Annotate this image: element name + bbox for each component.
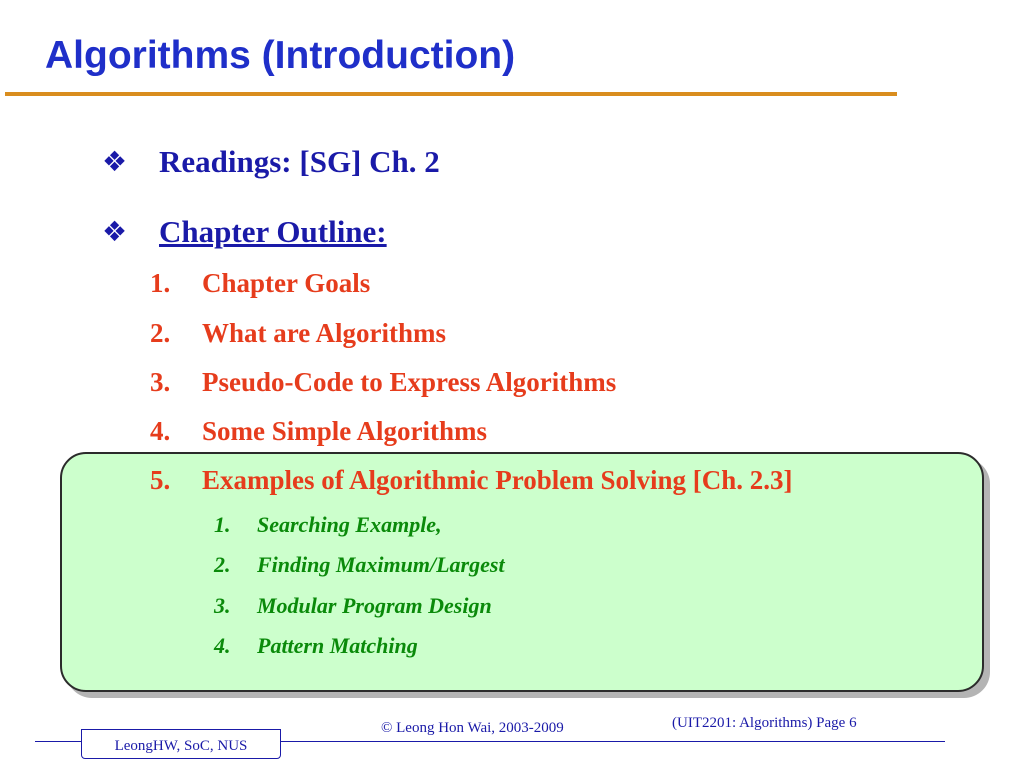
outline-number: 1. xyxy=(150,268,171,298)
sub-outline-number: 1. xyxy=(214,512,231,537)
sub-outline-text: Modular Program Design xyxy=(257,593,492,618)
outline-number: 4. xyxy=(150,416,171,446)
sub-outline-number: 3. xyxy=(214,593,231,618)
diamond-bullet-icon: ❖ xyxy=(102,145,128,178)
title-divider xyxy=(5,92,897,96)
outline-text: Examples of Algorithmic Problem Solving [Ch. 2.3] xyxy=(202,465,793,495)
outline-text: Pseudo-Code to Express Algorithms xyxy=(202,367,617,397)
sub-outline-number: 2. xyxy=(214,552,231,577)
footer-copyright: © Leong Hon Wai, 2003-2009 xyxy=(381,720,564,736)
outline-number: 5. xyxy=(150,465,171,495)
outline-number: 2. xyxy=(150,318,171,348)
sub-outline-text: Searching Example, xyxy=(257,512,442,537)
outline-text: What are Algorithms xyxy=(202,318,446,348)
sub-outline-number: 4. xyxy=(214,633,231,658)
slide-title: Algorithms (Introduction) xyxy=(45,34,516,77)
footer-author-tab xyxy=(81,729,281,759)
footer-author-label: LeongHW, SoC, NUS xyxy=(114,738,248,754)
sub-outline-text: Finding Maximum/Largest xyxy=(257,552,505,577)
outline-text: Chapter Goals xyxy=(202,268,371,298)
sub-outline-text: Pattern Matching xyxy=(257,633,418,658)
chapter-outline-heading: Chapter Outline: xyxy=(159,214,387,249)
diamond-bullet-icon: ❖ xyxy=(102,215,128,248)
footer-page-number: (UIT2201: Algorithms) Page 6 xyxy=(672,715,857,731)
outline-text: Some Simple Algorithms xyxy=(202,416,488,446)
outline-number: 3. xyxy=(150,367,171,397)
readings-text: Readings: [SG] Ch. 2 xyxy=(159,144,440,179)
